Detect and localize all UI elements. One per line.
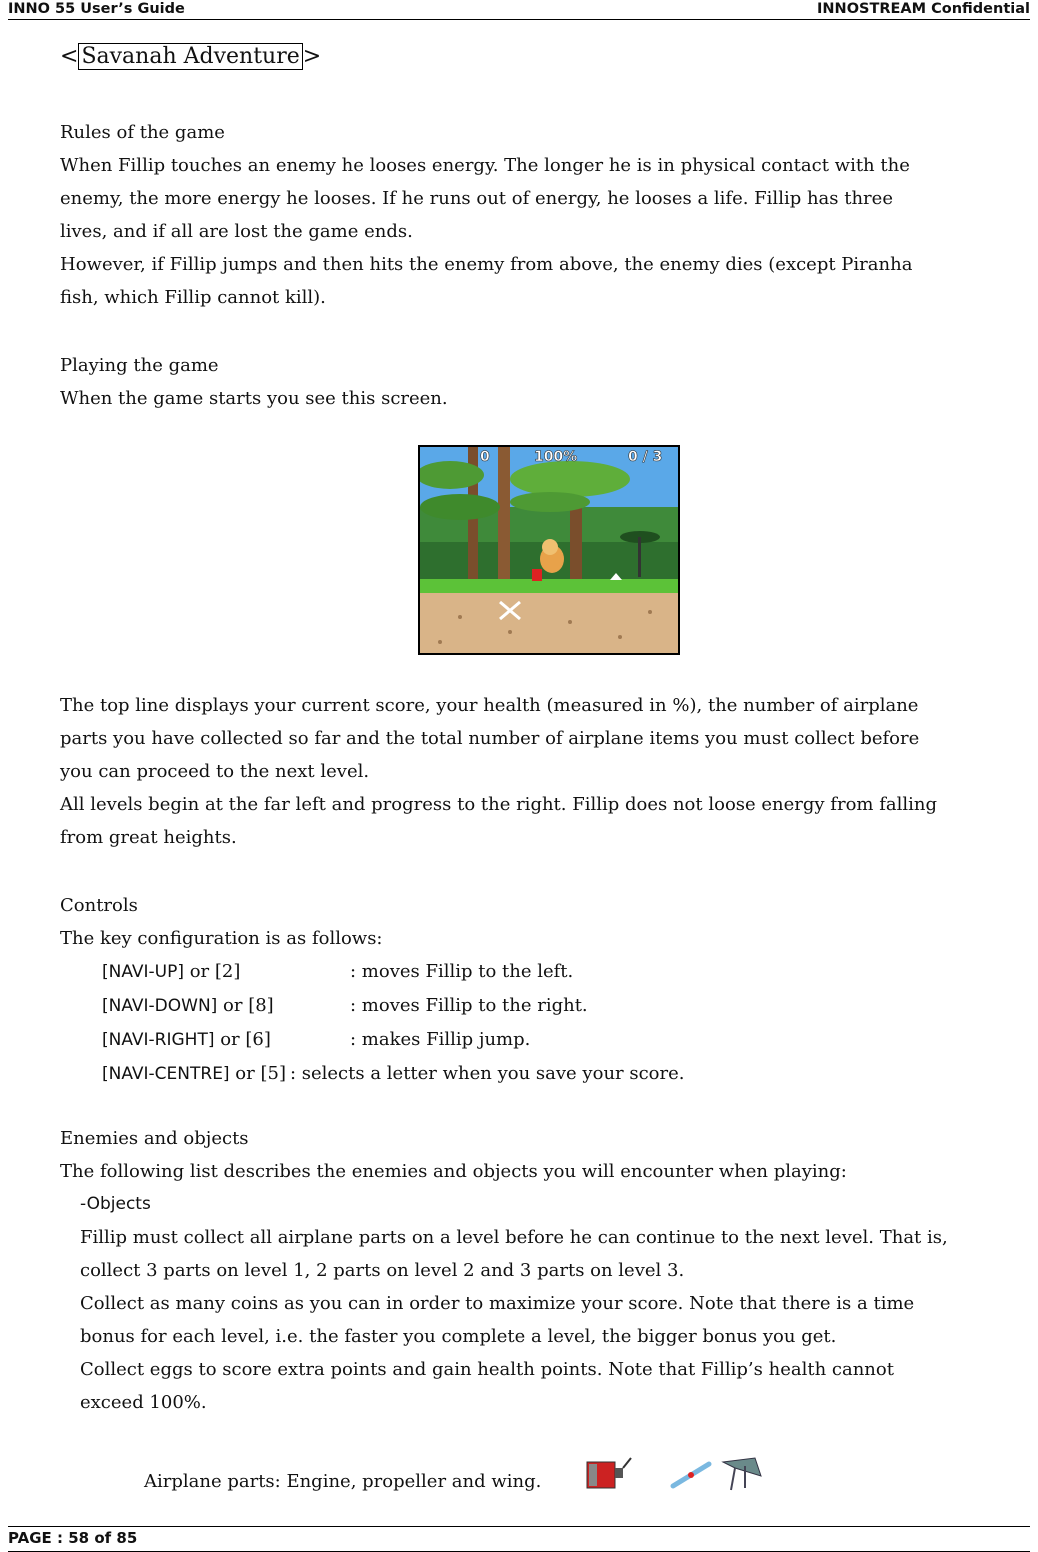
page-header <box>8 0 1030 20</box>
objects-line: Collect as many coins as you can in order to maximize your score. Note that there is a time <box>80 1293 915 1314</box>
hud-parts: 0 / 3 <box>628 449 663 465</box>
hud-score: 0 <box>480 449 490 465</box>
key-desc: : moves Fillip to the right. <box>350 995 588 1016</box>
engine-icon <box>587 1458 631 1488</box>
key-name: [NAVI-DOWN] <box>102 996 218 1016</box>
rules-line: lives, and if all are lost the game ends. <box>60 221 413 242</box>
key-desc: : makes Fillip jump. <box>350 1029 531 1050</box>
enemies-section <box>60 1122 1035 1419</box>
airplane-part-icons <box>585 1454 765 1502</box>
game-screenshot <box>418 445 680 655</box>
controls-intro: The key configuration is as follows: <box>60 928 383 949</box>
rules-heading: Rules of the game <box>60 122 225 143</box>
playing-line: you can proceed to the next level. <box>60 761 370 782</box>
playing-intro: When the game starts you see this screen. <box>60 388 448 409</box>
rules-line: enemy, the more energy he looses. If he runs out of energy, he looses a life. Fillip has three <box>60 188 893 209</box>
key-row <box>60 989 1035 1023</box>
playing-explanation <box>60 689 1035 854</box>
wing-icon <box>723 1458 761 1490</box>
objects-line: Collect eggs to score extra points and gain health points. Note that Fillip’s health cannot <box>80 1359 894 1380</box>
key-desc: : moves Fillip to the left. <box>350 961 574 982</box>
key-alt: or [6] <box>214 1029 271 1050</box>
key-name: [NAVI-RIGHT] <box>102 1030 215 1050</box>
playing-line: All levels begin at the far left and progress to the right. Fillip does not loose energy from falling <box>60 794 937 815</box>
page-number: PAGE : 58 of 85 <box>8 1529 138 1547</box>
objects-line: exceed 100%. <box>80 1392 207 1413</box>
enemies-heading: Enemies and objects <box>60 1128 249 1149</box>
key-name: [NAVI-UP] <box>102 962 184 982</box>
title-box: Savanah Adventure <box>78 43 302 70</box>
header-doc-title: INNO 55 User’s Guide <box>8 1 185 17</box>
key-row <box>60 955 1035 989</box>
rules-line: fish, which Fillip cannot kill). <box>60 287 326 308</box>
key-alt: or [2] <box>184 961 241 982</box>
airplane-parts-text: Airplane parts: Engine, propeller and wing. <box>144 1471 542 1492</box>
playing-line: The top line displays your current score, your health (measured in %), the number of airplane <box>60 695 919 716</box>
playing-section <box>60 349 1035 415</box>
objects-line: Fillip must collect all airplane parts on a level before he can continue to the next level. That is, <box>80 1227 948 1248</box>
playing-line: parts you have collected so far and the total number of airplane items you must collect before <box>60 728 920 749</box>
objects-line: collect 3 parts on level 1, 2 parts on level 2 and 3 parts on level 3. <box>80 1260 685 1281</box>
playing-line: from great heights. <box>60 827 237 848</box>
playing-heading: Playing the game <box>60 355 219 376</box>
page-title: < Savanah Adventure > <box>60 44 322 69</box>
key-alt: or [8] <box>217 995 274 1016</box>
key-row <box>60 1023 1035 1057</box>
key-name: [NAVI-CENTRE] <box>102 1064 230 1084</box>
rules-section <box>60 116 1035 314</box>
controls-heading: Controls <box>60 895 138 916</box>
objects-subheading: -Objects <box>80 1194 151 1214</box>
rules-line: When Fillip touches an enemy he looses energy. The longer he is in physical contact with the <box>60 155 910 176</box>
page-footer <box>8 1526 1030 1552</box>
hud-health: 100% <box>534 449 578 465</box>
key-alt: or [5] <box>229 1063 286 1084</box>
airplane-parts-line <box>60 1465 664 1498</box>
key-row <box>60 1057 1035 1091</box>
header-confidential: INNOSTREAM Confidential <box>817 1 1030 17</box>
propeller-icon <box>673 1464 709 1486</box>
controls-section <box>60 889 1035 1091</box>
enemies-intro: The following list describes the enemies and objects you will encounter when playing: <box>60 1161 847 1182</box>
key-desc: : selects a letter when you save your score. <box>289 1063 685 1084</box>
game-scene-image <box>420 447 678 653</box>
rules-line: However, if Fillip jumps and then hits the enemy from above, the enemy dies (except Piranha <box>60 254 913 275</box>
objects-line: bonus for each level, i.e. the faster you complete a level, the bigger bonus you get. <box>80 1326 837 1347</box>
